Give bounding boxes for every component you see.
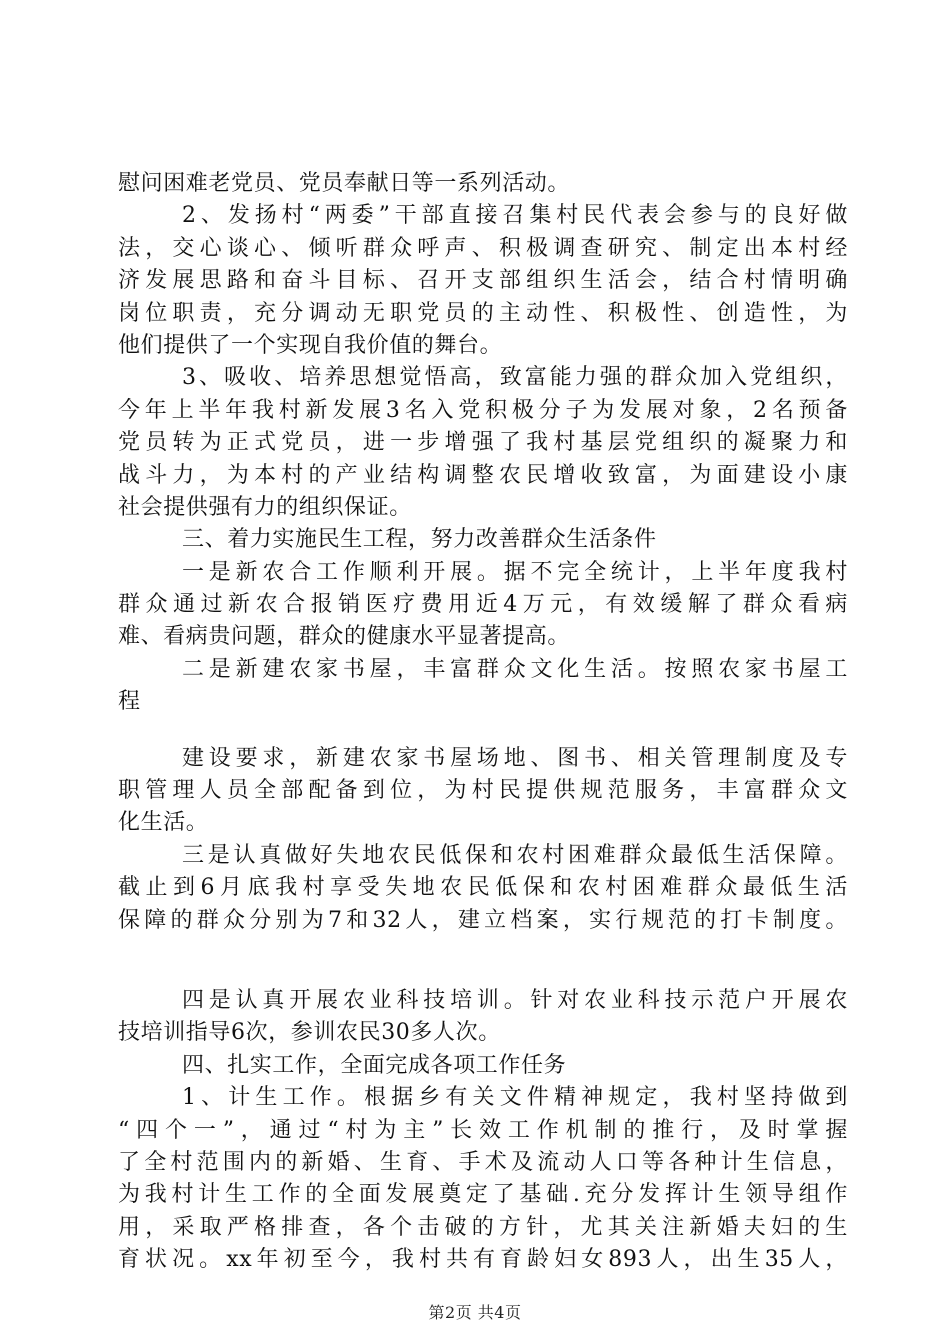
document-body [118,168,848,1277]
page-footer: 第2页 共4页 [428,1303,522,1322]
text-line: 职管理人员全部配备到位，为村民提供规范服务，丰富群众文 [118,778,848,804]
text-line: 今年上半年我村新发展3名入党积极分子为发展对象，2名预备 [118,397,848,423]
text-line: 慰问困难老党员、党员奉献日等一系列活动。 [118,171,571,196]
text-line: 法，交心谈心、倾听群众呼声、积极调查研究、制定出本村经 [118,235,848,261]
text-line: 1、计生工作。根据乡有关文件精神规定，我村坚持做到 [182,1085,848,1111]
text-line: 用，采取严格排查，各个击破的方针，尤其关注新婚夫妇的生 [118,1214,848,1240]
text-line: 二是新建农家书屋，丰富群众文化生活。按照农家书屋工 [182,656,848,682]
text-line: “四个一”，通过“村为主”长效工作机制的推行，及时掌握 [118,1117,848,1143]
text-line: 岗位职责，充分调动无职党员的主动性、积极性、创造性，为 [118,300,848,326]
text-line: 四是认真开展农业科技培训。针对农业科技示范户开展农 [182,987,848,1013]
paragraph-gap [118,719,848,743]
text-line: 群众通过新农合报销医疗费用近4万元，有效缓解了群众看病 [118,592,848,618]
text-line: 2、发扬村“两委”干部直接召集村民代表会参与的良好做 [182,203,848,229]
text-line: 难、看病贵问题，群众的健康水平显著提高。 [118,624,571,650]
text-line: 三是认真做好失地农民低保和农村困难群众最低生活保障。 [182,842,848,868]
paragraph-gap [118,937,848,961]
text-line: 一是新农合工作顺利开展。据不完全统计，上半年度我村 [182,559,848,585]
text-line: 3、吸收、培养思想觉悟高，致富能力强的群众加入党组织， [182,365,848,391]
text-line: 他们提供了一个实现自我价值的舞台。 [118,332,503,358]
text-line: 了全村范围内的新婚、生育、手术及流动人口等各种计生信息， [118,1149,848,1175]
text-line: 截止到6月底我村享受失地农民低保和农村困难群众最低生活 [118,875,848,901]
text-line: 建设要求，新建农家书屋场地、图书、相关管理制度及专 [182,745,848,771]
text-line: 程 [118,689,141,715]
text-line: 三、着力实施民生工程，努力改善群众生活条件 [182,527,657,553]
text-line: 为我村计生工作的全面发展奠定了基础.充分发挥计生领导组作 [118,1182,848,1208]
text-line: 保障的群众分别为7和32人，建立档案，实行规范的打卡制度。 [118,907,848,933]
text-line: 技培训指导6次，参训农民30多人次。 [118,1020,501,1046]
paragraph-gap [118,961,848,985]
text-line: 四、扎实工作，全面完成各项工作任务 [182,1052,567,1078]
text-line: 育状况。xx年初至今，我村共有育龄妇女893人，出生35人， [118,1247,848,1273]
text-line: 社会提供强有力的组织保证。 [118,494,412,520]
text-line: 战斗力，为本村的产业结构调整农民增收致富，为面建设小康 [118,462,848,488]
text-line: 化生活。 [118,810,209,836]
text-line: 党员转为正式党员，进一步增强了我村基层党组织的凝聚力和 [118,430,848,456]
text-line: 济发展思路和奋斗目标、召开支部组织生活会，结合村情明确 [118,268,848,294]
